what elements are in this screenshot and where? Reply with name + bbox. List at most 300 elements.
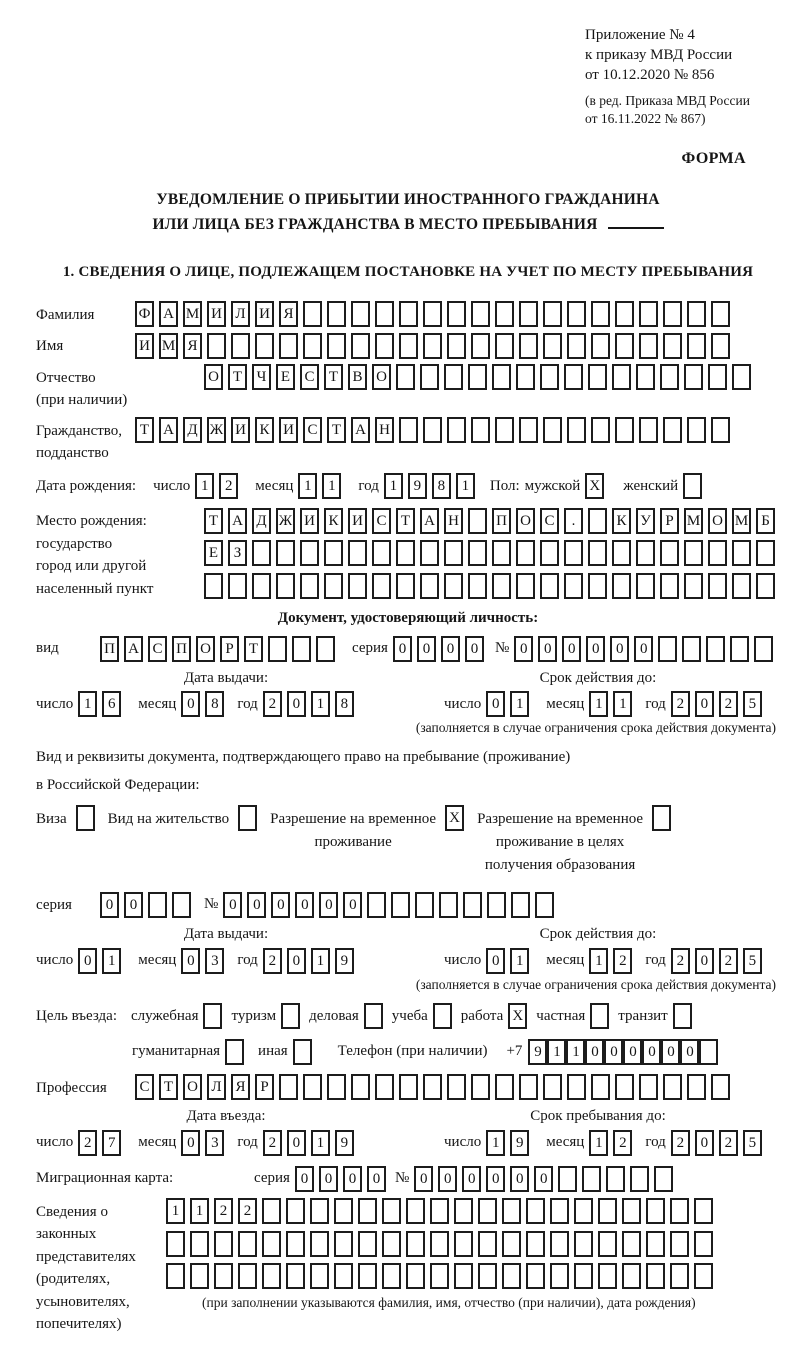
char-cell: 2 xyxy=(719,948,738,974)
char-cell xyxy=(615,333,634,359)
char-cell: Н xyxy=(375,417,394,443)
char-cell xyxy=(699,1039,718,1065)
doc-series-label: серия xyxy=(352,640,388,657)
char-cell xyxy=(172,892,191,918)
char-cell: 2 xyxy=(613,1130,632,1156)
char-cell xyxy=(286,1198,305,1224)
char-cell xyxy=(654,1166,673,1192)
option-temp-residence-checkbox xyxy=(445,805,464,832)
char-cell xyxy=(262,1263,281,1289)
name-boxes xyxy=(135,332,735,359)
migration-card-row xyxy=(36,1165,780,1192)
char-cell xyxy=(358,1263,377,1289)
char-cell: С xyxy=(135,1074,154,1100)
char-cell xyxy=(598,1231,617,1257)
char-cell xyxy=(310,1231,329,1257)
char-cell: З xyxy=(228,540,247,566)
char-cell: Ж xyxy=(276,508,295,534)
char-cell xyxy=(471,417,490,443)
char-cell: 0 xyxy=(538,636,557,662)
migration-number-boxes xyxy=(414,1165,678,1192)
birthdate-day-boxes xyxy=(195,473,243,500)
char-cell xyxy=(588,508,607,534)
char-cell xyxy=(468,364,487,390)
char-cell xyxy=(276,573,295,599)
char-cell: X xyxy=(508,1003,527,1029)
birthplace-row-3 xyxy=(204,572,780,599)
char-cell: 5 xyxy=(743,691,762,717)
char-cell xyxy=(423,301,442,327)
doc-type-label: вид xyxy=(36,640,59,657)
doc-series-boxes xyxy=(393,635,489,662)
identity-issue-day xyxy=(78,691,126,718)
option-residence-permit: Вид на жительство xyxy=(108,805,257,832)
char-cell xyxy=(367,892,386,918)
char-cell xyxy=(76,805,95,831)
char-cell xyxy=(334,1263,353,1289)
char-cell xyxy=(660,364,679,390)
purpose-work-checkbox xyxy=(508,1003,527,1030)
char-cell: А xyxy=(159,301,178,327)
char-cell xyxy=(255,333,274,359)
char-cell: 2 xyxy=(613,948,632,974)
char-cell xyxy=(444,364,463,390)
entry-date-title: Дата въезда: xyxy=(186,1108,266,1125)
char-cell xyxy=(487,892,506,918)
birthdate-month-boxes xyxy=(298,473,346,500)
char-cell: 1 xyxy=(298,473,317,499)
char-cell xyxy=(636,364,655,390)
char-cell xyxy=(364,1003,383,1029)
char-cell xyxy=(591,333,610,359)
char-cell: 2 xyxy=(263,691,282,717)
char-cell xyxy=(423,333,442,359)
char-cell xyxy=(454,1231,473,1257)
char-cell xyxy=(262,1198,281,1224)
char-cell xyxy=(540,540,559,566)
char-cell xyxy=(615,417,634,443)
char-cell xyxy=(502,1198,521,1224)
char-cell xyxy=(190,1231,209,1257)
char-cell xyxy=(468,508,487,534)
char-cell: 0 xyxy=(623,1039,642,1065)
char-cell xyxy=(687,301,706,327)
char-cell: 1 xyxy=(195,473,214,499)
char-cell: Ф xyxy=(135,301,154,327)
char-cell xyxy=(399,417,418,443)
char-cell: 0 xyxy=(343,1166,362,1192)
char-cell: 0 xyxy=(634,636,653,662)
char-cell: 2 xyxy=(214,1198,233,1224)
char-cell xyxy=(598,1263,617,1289)
char-cell: 2 xyxy=(263,948,282,974)
birthdate-row xyxy=(36,473,780,500)
char-cell xyxy=(351,1074,370,1100)
char-cell: 0 xyxy=(585,1039,604,1065)
char-cell xyxy=(334,1198,353,1224)
char-cell: 1 xyxy=(510,691,529,717)
surname-label: Фамилия xyxy=(36,306,95,323)
char-cell xyxy=(420,540,439,566)
char-cell: 2 xyxy=(719,1130,738,1156)
char-cell xyxy=(203,1003,222,1029)
char-cell: 2 xyxy=(263,1130,282,1156)
char-cell xyxy=(324,540,343,566)
char-cell xyxy=(670,1263,689,1289)
char-cell xyxy=(636,540,655,566)
char-cell xyxy=(447,417,466,443)
char-cell xyxy=(588,540,607,566)
char-cell xyxy=(660,573,679,599)
char-cell xyxy=(166,1263,185,1289)
char-cell: 0 xyxy=(271,892,290,918)
entry-dates: Дата въезда: число 2 7 месяц 0 3 год 2 0 1 9 Срок пребывания до: число 1 9 месяц 1 2 год 2 0 2 5 xyxy=(36,1108,780,1156)
char-cell: К xyxy=(612,508,631,534)
char-cell xyxy=(420,364,439,390)
char-cell: 0 xyxy=(695,948,714,974)
char-cell xyxy=(550,1198,569,1224)
char-cell xyxy=(622,1198,641,1224)
char-cell: И xyxy=(231,417,250,443)
char-cell: 1 xyxy=(190,1198,209,1224)
char-cell xyxy=(663,417,682,443)
residence-issue-title: Дата выдачи: xyxy=(183,926,269,943)
char-cell: О xyxy=(183,1074,202,1100)
char-cell xyxy=(327,301,346,327)
char-cell xyxy=(396,540,415,566)
char-cell xyxy=(511,892,530,918)
char-cell xyxy=(636,573,655,599)
char-cell xyxy=(708,573,727,599)
char-cell: 8 xyxy=(432,473,451,499)
char-cell xyxy=(375,333,394,359)
char-cell xyxy=(281,1003,300,1029)
char-cell: 1 xyxy=(589,1130,608,1156)
char-cell xyxy=(615,1074,634,1100)
char-cell: 1 xyxy=(311,948,330,974)
form-title xyxy=(36,188,780,238)
char-cell: 1 xyxy=(589,691,608,717)
citizenship-boxes xyxy=(135,417,735,444)
char-cell xyxy=(516,540,535,566)
char-cell xyxy=(351,333,370,359)
char-cell xyxy=(468,573,487,599)
char-cell: 3 xyxy=(205,948,224,974)
char-cell xyxy=(382,1198,401,1224)
char-cell xyxy=(612,364,631,390)
char-cell: И xyxy=(348,508,367,534)
char-cell: И xyxy=(279,417,298,443)
char-cell: И xyxy=(135,333,154,359)
char-cell xyxy=(166,1231,185,1257)
char-cell xyxy=(444,573,463,599)
char-cell: 0 xyxy=(181,691,200,717)
char-cell xyxy=(406,1198,425,1224)
char-cell: 1 xyxy=(613,691,632,717)
char-cell: 2 xyxy=(78,1130,97,1156)
char-cell xyxy=(430,1198,449,1224)
residence-intro-line-2: в Российской Федерации: xyxy=(36,776,200,793)
char-cell: 0 xyxy=(343,892,362,918)
char-cell xyxy=(543,417,562,443)
residence-options-row xyxy=(36,805,780,878)
profession-row xyxy=(36,1074,780,1101)
char-cell xyxy=(396,573,415,599)
char-cell: Д xyxy=(252,508,271,534)
phone-label: Телефон (при наличии) xyxy=(337,1043,488,1060)
char-cell: 0 xyxy=(287,948,306,974)
char-cell: Е xyxy=(204,540,223,566)
char-cell xyxy=(663,333,682,359)
char-cell xyxy=(423,1074,442,1100)
char-cell: 0 xyxy=(695,691,714,717)
char-cell: Б xyxy=(756,508,775,534)
char-cell xyxy=(646,1198,665,1224)
char-cell xyxy=(658,636,677,662)
char-cell: 1 xyxy=(566,1039,585,1065)
identity-expiry-day xyxy=(486,691,534,718)
char-cell xyxy=(351,301,370,327)
char-cell xyxy=(708,540,727,566)
char-cell xyxy=(687,1074,706,1100)
char-cell xyxy=(471,301,490,327)
char-cell xyxy=(423,417,442,443)
char-cell xyxy=(391,892,410,918)
char-cell: 0 xyxy=(661,1039,680,1065)
char-cell xyxy=(310,1198,329,1224)
char-cell xyxy=(646,1263,665,1289)
char-cell xyxy=(606,1166,625,1192)
stay-year xyxy=(671,1129,767,1156)
char-cell xyxy=(495,1074,514,1100)
char-cell: И xyxy=(255,301,274,327)
legal-representatives-row-1 xyxy=(166,1198,718,1225)
char-cell xyxy=(684,573,703,599)
char-cell xyxy=(399,301,418,327)
doc-number-label: № xyxy=(494,640,510,657)
char-cell xyxy=(358,1198,377,1224)
char-cell xyxy=(588,364,607,390)
char-cell xyxy=(495,333,514,359)
char-cell: С xyxy=(303,417,322,443)
char-cell xyxy=(564,573,583,599)
sex-male-checkbox xyxy=(585,473,609,500)
char-cell xyxy=(430,1231,449,1257)
birthplace-boxes xyxy=(204,507,780,599)
visit-purpose-row-2: гуманитарная иная Телефон (при наличии) +7 9 1 1 0 0 0 0 0 0 xyxy=(132,1038,780,1065)
identity-doc-header: Документ, удостоверяющий личность: xyxy=(277,610,539,627)
char-cell xyxy=(598,1198,617,1224)
char-cell xyxy=(454,1198,473,1224)
char-cell: А xyxy=(159,417,178,443)
char-cell xyxy=(382,1263,401,1289)
char-cell xyxy=(558,1166,577,1192)
char-cell xyxy=(268,636,287,662)
char-cell xyxy=(550,1263,569,1289)
char-cell xyxy=(756,540,775,566)
char-cell xyxy=(519,301,538,327)
form-title-line-2: ИЛИ ЛИЦА БЕЗ ГРАЖДАНСТВА В МЕСТО ПРЕБЫВАНИЯ xyxy=(152,215,598,233)
char-cell xyxy=(652,805,671,831)
char-cell: Л xyxy=(207,1074,226,1100)
char-cell: А xyxy=(351,417,370,443)
char-cell: Т xyxy=(228,364,247,390)
char-cell: 7 xyxy=(102,1130,121,1156)
sex-label: Пол: xyxy=(489,477,520,494)
char-cell: 1 xyxy=(547,1039,566,1065)
char-cell xyxy=(673,1003,692,1029)
char-cell: 1 xyxy=(166,1198,185,1224)
char-cell xyxy=(550,1231,569,1257)
citizenship-label: Гражданство, подданство xyxy=(36,422,123,462)
char-cell xyxy=(564,540,583,566)
char-cell: В xyxy=(348,364,367,390)
residence-expiry-day xyxy=(486,947,534,974)
char-cell: 0 xyxy=(586,636,605,662)
char-cell xyxy=(231,333,250,359)
char-cell: 0 xyxy=(462,1166,481,1192)
form-title-line-1: УВЕДОМЛЕНИЕ О ПРИБЫТИИ ИНОСТРАННОГО ГРАЖДАНИНА xyxy=(156,191,660,209)
patronymic-boxes xyxy=(204,364,756,391)
identity-expiry-month xyxy=(589,691,637,718)
char-cell: Т xyxy=(396,508,415,534)
char-cell: О xyxy=(204,364,223,390)
option-temp-residence-education: Разрешение на временное проживание в целях получения образования xyxy=(477,805,671,878)
legal-representatives-row-3 xyxy=(166,1263,718,1290)
char-cell: 0 xyxy=(367,1166,386,1192)
identity-issue-month xyxy=(181,691,229,718)
char-cell xyxy=(663,301,682,327)
char-cell: 0 xyxy=(393,636,412,662)
residence-issue-month xyxy=(181,947,229,974)
identity-doc-dates: Дата выдачи: число 1 6 месяц 0 8 год 2 0 1 8 Срок действия до: число 0 1 месяц 1 1 год 2 0 2 5 xyxy=(36,670,780,718)
char-cell: О xyxy=(196,636,215,662)
char-cell xyxy=(478,1198,497,1224)
char-cell: К xyxy=(255,417,274,443)
char-cell xyxy=(252,540,271,566)
char-cell xyxy=(660,540,679,566)
char-cell xyxy=(447,333,466,359)
birthdate-label: Дата рождения: xyxy=(36,477,137,494)
identity-doc-note: (заполняется в случае ограничения срока действия документа) xyxy=(415,720,776,736)
residence-series-row xyxy=(36,892,780,919)
char-cell xyxy=(711,333,730,359)
char-cell xyxy=(468,540,487,566)
option-visa-checkbox xyxy=(76,805,95,832)
char-cell xyxy=(447,1074,466,1100)
char-cell xyxy=(327,1074,346,1100)
birthdate-month-label: месяц xyxy=(255,477,294,494)
char-cell: Н xyxy=(444,508,463,534)
migration-series-label: серия xyxy=(254,1169,290,1186)
char-cell xyxy=(639,1074,658,1100)
char-cell xyxy=(375,1074,394,1100)
char-cell xyxy=(591,301,610,327)
char-cell: 1 xyxy=(510,948,529,974)
char-cell xyxy=(682,636,701,662)
char-cell: 0 xyxy=(610,636,629,662)
char-cell: А xyxy=(228,508,247,534)
residence-doc-dates: Дата выдачи: число 0 1 месяц 0 3 год 2 0 1 9 Срок действия до: число 0 1 месяц 1 2 год 2 0 2 5 xyxy=(36,926,780,974)
char-cell xyxy=(711,1074,730,1100)
char-cell xyxy=(478,1231,497,1257)
char-cell xyxy=(415,892,434,918)
char-cell: С xyxy=(300,364,319,390)
char-cell xyxy=(348,540,367,566)
char-cell: И xyxy=(300,508,319,534)
char-cell xyxy=(444,540,463,566)
char-cell xyxy=(292,636,311,662)
char-cell xyxy=(756,573,775,599)
char-cell: Р xyxy=(255,1074,274,1100)
char-cell xyxy=(526,1198,545,1224)
char-cell xyxy=(358,1231,377,1257)
char-cell xyxy=(567,1074,586,1100)
char-cell: П xyxy=(492,508,511,534)
char-cell: 0 xyxy=(486,691,505,717)
option-residence-permit-checkbox xyxy=(238,805,257,832)
char-cell: 9 xyxy=(335,948,354,974)
char-cell xyxy=(228,573,247,599)
char-cell xyxy=(574,1198,593,1224)
char-cell xyxy=(303,333,322,359)
birthdate-year-boxes xyxy=(384,473,480,500)
char-cell: Т xyxy=(324,364,343,390)
char-cell: А xyxy=(420,508,439,534)
char-cell: 9 xyxy=(528,1039,547,1065)
char-cell: 0 xyxy=(441,636,460,662)
birthplace-row-1 xyxy=(204,507,780,534)
identity-issue-year xyxy=(263,691,359,718)
char-cell xyxy=(316,636,335,662)
migration-number-label: № xyxy=(394,1169,410,1186)
purpose-transit-checkbox xyxy=(673,1003,692,1030)
char-cell xyxy=(519,333,538,359)
char-cell xyxy=(492,573,511,599)
sex-female-checkbox xyxy=(683,473,707,500)
char-cell: 0 xyxy=(319,892,338,918)
char-cell xyxy=(300,540,319,566)
char-cell xyxy=(303,1074,322,1100)
char-cell: 1 xyxy=(486,1130,505,1156)
char-cell xyxy=(471,333,490,359)
migration-card-label: Миграционная карта: xyxy=(36,1170,174,1187)
char-cell: 9 xyxy=(335,1130,354,1156)
char-cell xyxy=(706,636,725,662)
char-cell xyxy=(711,301,730,327)
char-cell: О xyxy=(516,508,535,534)
char-cell xyxy=(447,301,466,327)
char-cell xyxy=(540,364,559,390)
char-cell xyxy=(286,1263,305,1289)
purpose-other-checkbox xyxy=(293,1038,312,1065)
sex-male-label: мужской xyxy=(524,477,581,494)
char-cell xyxy=(327,333,346,359)
char-cell xyxy=(495,417,514,443)
char-cell: С xyxy=(540,508,559,534)
char-cell: 0 xyxy=(486,1166,505,1192)
char-cell: 0 xyxy=(295,892,314,918)
char-cell xyxy=(694,1198,713,1224)
char-cell xyxy=(567,417,586,443)
char-cell xyxy=(238,805,257,831)
char-cell xyxy=(567,301,586,327)
visit-purpose-row-1: Цель въезда: служебная туризм деловая учеба работа X частная транзит xyxy=(36,1003,780,1030)
residence-series-boxes xyxy=(100,892,196,919)
char-cell xyxy=(276,540,295,566)
char-cell xyxy=(683,473,702,499)
char-cell: Я xyxy=(231,1074,250,1100)
